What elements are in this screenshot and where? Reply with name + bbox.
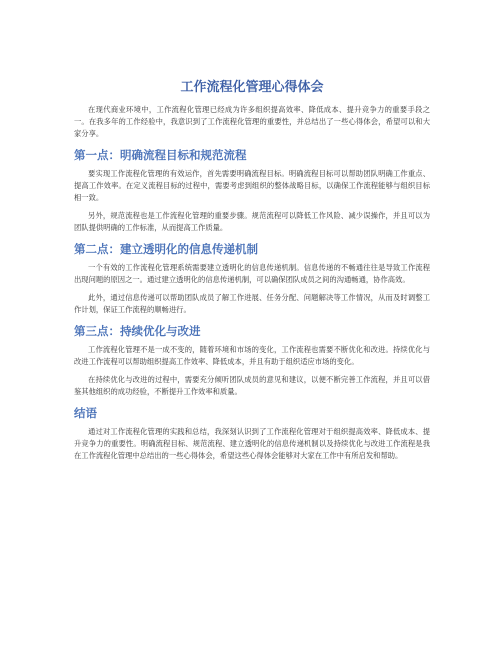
section-3-paragraph-1: 工作流程化管理不是一成不变的，随着环境和市场的变化，工作流程也需要不断优化和改进。持续优化与改进工作流程可以帮助组织提高工作效率、降低成本，并且有助于组织适应市场的变化。 [74, 345, 430, 366]
section-2-paragraph-1: 一个有效的工作流程化管理系统需要建立透明化的信息传递机制。信息传递的不畅通往往是导致工作流程出现问题的原因之一。通过建立透明化的信息传递机制，可以确保团队成员之间的沟通畅通，协作高效。 [74, 263, 430, 284]
section-heading-3: 第三点：持续优化与改进 [74, 324, 201, 338]
conclusion-paragraph: 通过对工作流程化管理的实践和总结，我深刻认识到了工作流程化管理对于组织提高效率、降低成本、提升竞争力的重要性。明确流程目标、规范流程、建立透明化的信息传递机制以及持续优化与改进工作流程是我在工作流程化管理中总结出的一些心得体会，希望这些心得体会能够对大家在工作中有所启发和帮助。 [74, 427, 430, 460]
document-content [74, 80, 430, 468]
section-2-paragraph-2: 此外，通过信息传递可以帮助团队成员了解工作进展、任务分配、问题解决等工作情况，从而及时调整工作计划，保证工作流程的顺畅进行。 [74, 293, 430, 314]
section-heading-1: 第一点：明确流程目标和规范流程 [74, 148, 247, 162]
section-1-paragraph-1: 要实现工作流程化管理的有效运作，首先需要明确流程目标。明确流程目标可以帮助团队明确工作重点、提高工作效率。在定义流程目标的过程中，需要考虑到组织的整体战略目标，以确保工作流程能够与组织目标相一致。 [74, 169, 430, 202]
page-title: 工作流程化管理心得体会 [180, 80, 324, 95]
intro-paragraph: 在现代商业环境中，工作流程化管理已经成为许多组织提高效率、降低成本、提升竞争力的重要手段之一。在我多年的工作经验中，我意识到了工作流程化管理的重要性，并总结出了一些心得体会，希望可以和大家分享。 [74, 105, 430, 138]
section-3-paragraph-2: 在持续优化与改进的过程中，需要充分倾听团队成员的意见和建议，以便不断完善工作流程，并且可以借鉴其他组织的成功经验，不断提升工作效率和质量。 [74, 375, 430, 396]
section-1-paragraph-2: 另外，规范流程也是工作流程化管理的重要步骤。规范流程可以降低工作风险、减少误操作，并且可以为团队提供明确的工作标准，从而提高工作质量。 [74, 211, 430, 232]
conclusion-heading: 结语 [74, 406, 97, 420]
section-heading-2: 第二点：建立透明化的信息传递机制 [74, 242, 258, 256]
